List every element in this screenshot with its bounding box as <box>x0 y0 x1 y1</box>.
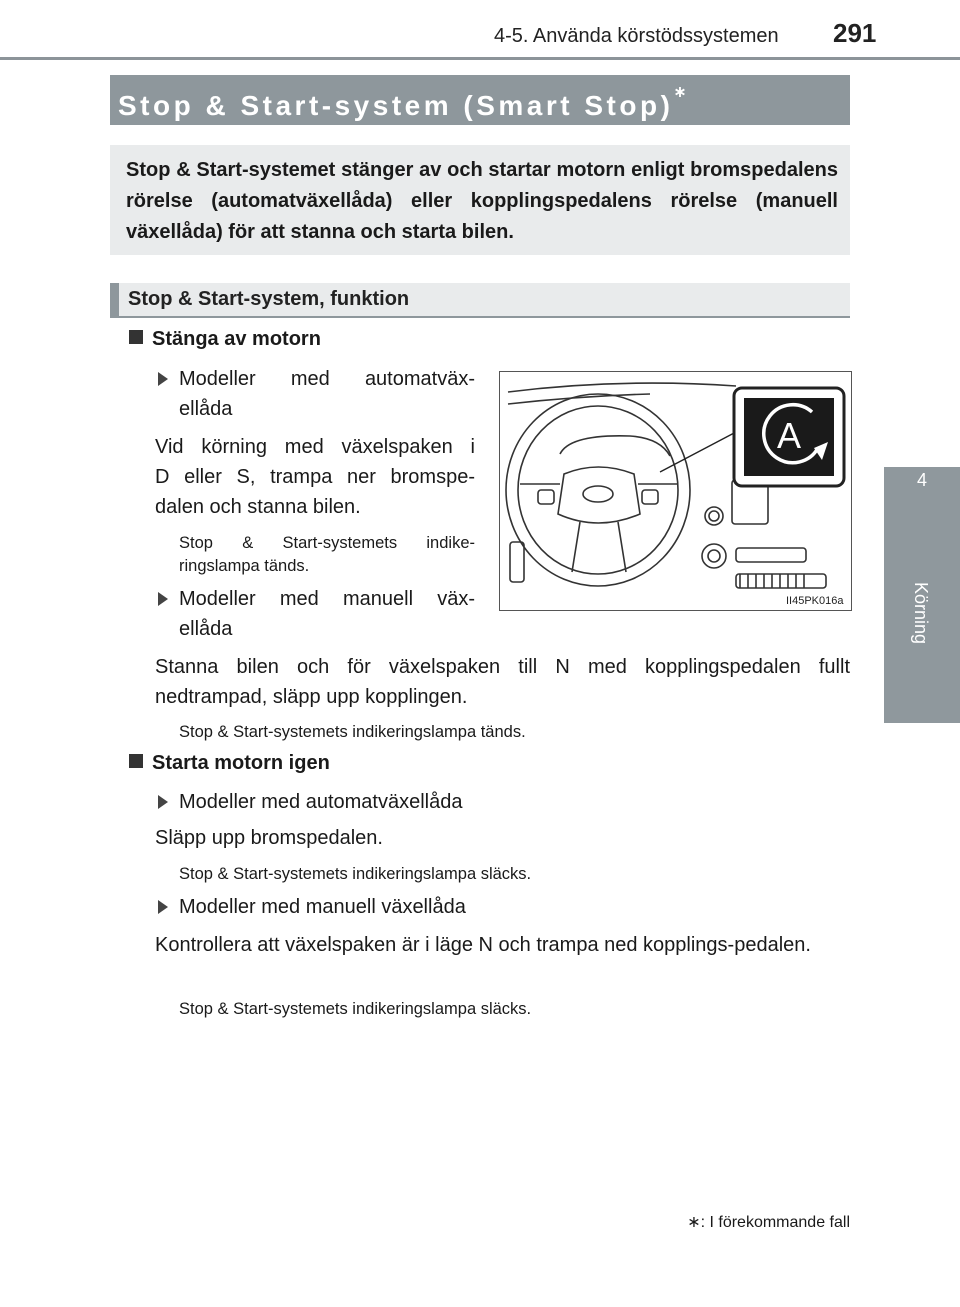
restart-manual-label: Modeller med manuell växellåda <box>179 896 466 918</box>
footnote-mark: ∗ <box>687 1214 701 1231</box>
stop-auto-text-2: D eller S, trampa ner bromspe- <box>155 466 475 488</box>
triangle-bullet-icon <box>158 592 168 606</box>
title-footnote-mark: ∗ <box>673 84 687 101</box>
restart-manual-note: Stop & Start-systemets indikeringslampa släcks. <box>179 1000 532 1018</box>
triangle-bullet-icon <box>158 372 168 386</box>
footnote <box>687 1212 850 1232</box>
header-section-title: 4-5. Använda körstödssystemen <box>494 25 779 47</box>
stop-auto-note-2: ringslampa tänds. <box>179 557 310 575</box>
emblem <box>583 486 613 502</box>
dash-top-line <box>508 383 736 392</box>
subheading-text: Stop & Start-system, funktion <box>128 288 410 310</box>
instrument-cluster <box>560 436 670 456</box>
square-bullet-icon <box>129 754 143 768</box>
restart-manual-text: Kontrollera att växelspaken är i läge N och trampa ned kopplings-pedalen. <box>155 934 811 956</box>
square-bullet-icon <box>129 330 143 344</box>
left-buttons <box>538 490 554 504</box>
heading-restart-engine-text: Starta motorn igen <box>152 752 330 774</box>
heading-stop-engine-text: Stänga av motorn <box>152 328 321 350</box>
left-vent <box>510 542 524 582</box>
page-number: 291 <box>833 18 877 48</box>
climate-panel <box>736 548 806 562</box>
dashboard-illustration <box>499 371 852 611</box>
right-buttons <box>642 490 658 504</box>
label-manual-2: ellåda <box>179 618 233 640</box>
restart-auto-label: Modeller med automatväxellåda <box>179 791 463 813</box>
intro-box <box>110 145 850 255</box>
subheading <box>110 283 850 318</box>
label-automatic-1: Modeller med automatväx- <box>179 368 475 390</box>
stop-auto-text-3: dalen och stanna bilen. <box>155 496 361 518</box>
dashboard-drawing <box>500 372 851 610</box>
spoke-bottom <box>572 522 626 572</box>
heading-restart-engine <box>129 752 330 775</box>
steering-hub <box>558 467 640 523</box>
control-knob-inner <box>709 511 719 521</box>
footnote-text: : I förekommande fall <box>700 1214 850 1231</box>
vent-row <box>736 574 826 588</box>
stop-manual-text: Stanna bilen och för växelspaken till N med kopplingspedalen fullt nedtrampad, släpp upp kopplingen. <box>155 656 850 708</box>
page-title-text: Stop & Start-system (Smart Stop) <box>118 90 674 121</box>
triangle-bullet-icon <box>158 900 168 914</box>
stop-manual-note: Stop & Start-systemets indikeringslampa tänds. <box>179 723 526 741</box>
restart-auto-note: Stop & Start-systemets indikeringslampa släcks. <box>179 865 532 883</box>
chapter-number: 4 <box>916 470 927 490</box>
figure-code: II45PK016a <box>786 595 844 607</box>
restart-auto-text: Släpp upp bromspedalen. <box>155 827 383 849</box>
chapter-label: Körning <box>911 582 931 645</box>
title-bar <box>110 75 850 125</box>
ac-knob-inner <box>708 550 720 562</box>
subheading-accent <box>110 283 119 318</box>
stop-auto-text-1: Vid körning med växelspaken i <box>155 436 475 458</box>
heading-stop-engine <box>129 328 321 351</box>
label-automatic-2: ellåda <box>179 398 233 420</box>
triangle-bullet-icon <box>158 795 168 809</box>
vent-slats <box>740 574 804 588</box>
header-rule <box>0 57 960 60</box>
label-manual-1: Modeller med manuell väx- <box>179 588 475 610</box>
page-title <box>118 82 687 122</box>
inset-letter: A <box>776 415 802 456</box>
stop-auto-note-1: Stop & Start-systemets indike- <box>179 534 475 552</box>
steering-wheel-rim <box>506 394 690 586</box>
ac-knob <box>702 544 726 568</box>
leader-line <box>660 432 736 472</box>
control-knob <box>705 507 723 525</box>
intro-text: Stop & Start-systemet stänger av och startar motorn enligt bromspedalens rörelse (automatväxellåda) eller kopplingspedalens rörelse (manuell växellåda) för att stanna och starta bilen. <box>126 159 838 243</box>
